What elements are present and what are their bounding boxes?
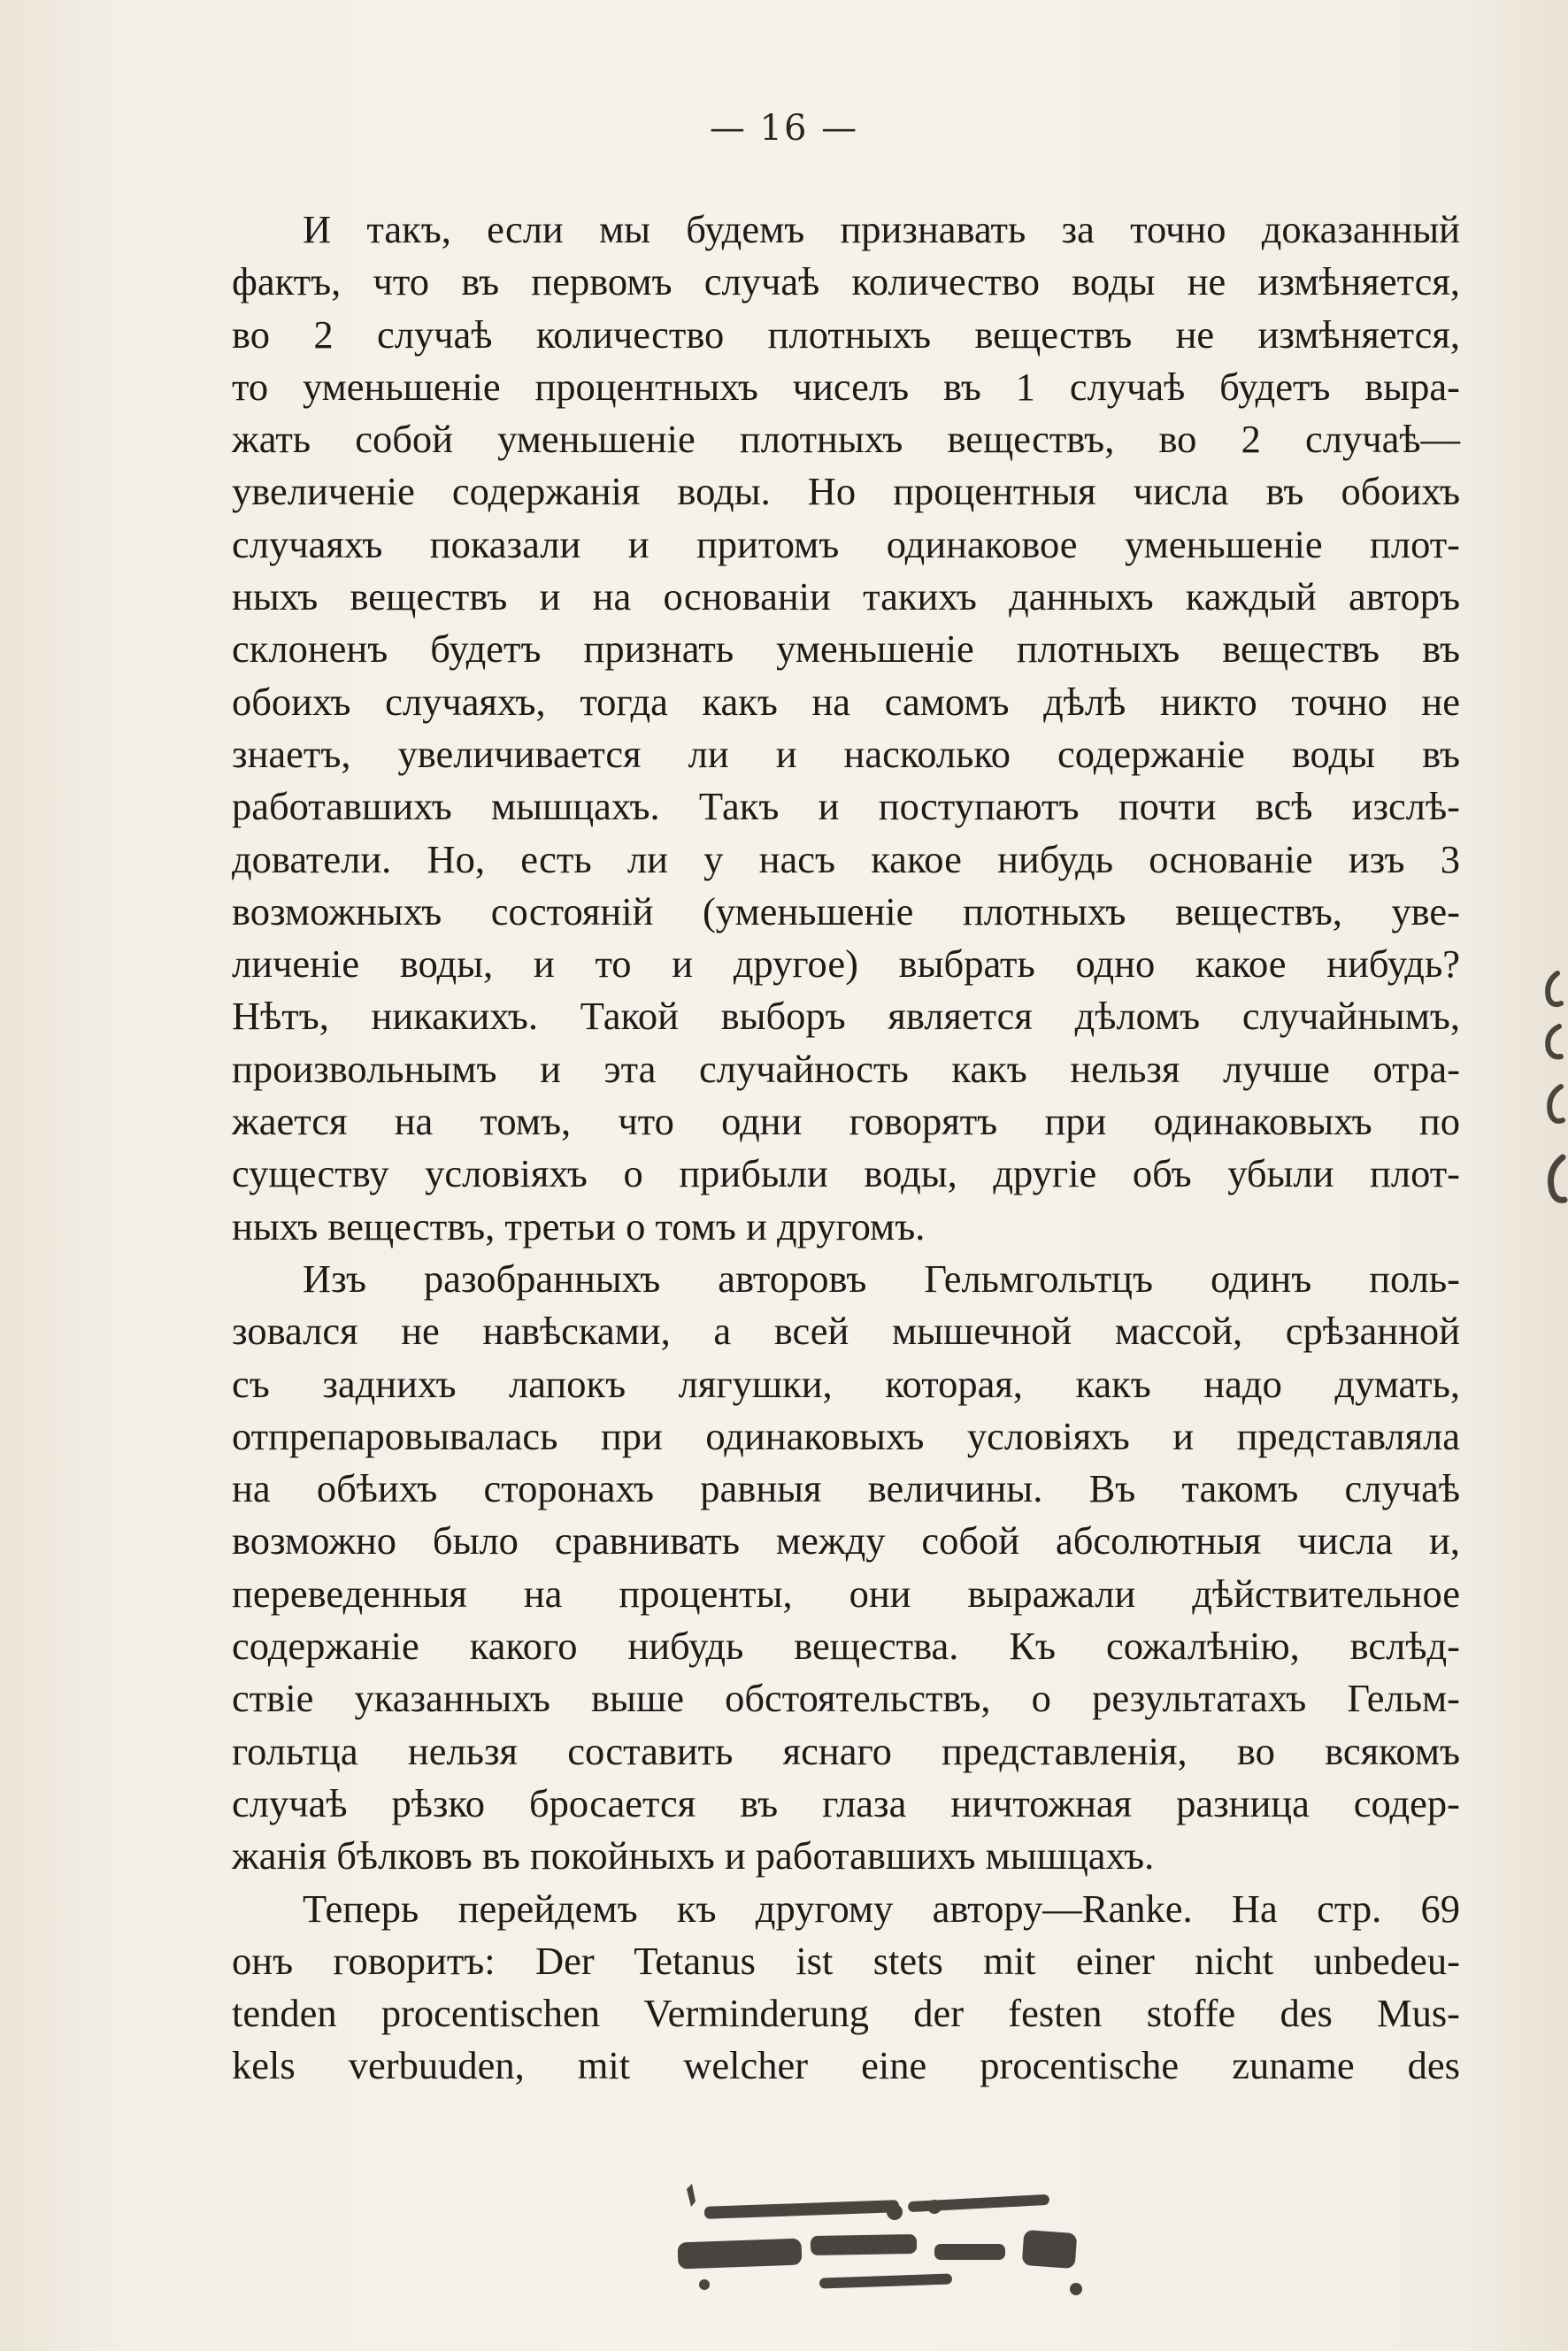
page-number: — 16 — [709,108,859,149]
text-line: жанія бѣлковъ въ покойныхъ и работавшихъ мышцахъ. [232,1833,1155,1878]
paragraph-2 [232,1253,1460,1883]
text-line: ствіе указанныхъ выше обстоятельствъ, о результатахъ Гельм- [232,1676,1460,1721]
text-line: возможно было сравнивать между собой абсолютныя числа и, [232,1518,1460,1563]
text-line: дователи. Но, есть ли у насъ какое нибудь основаніе изъ 3 [232,836,1460,881]
stamp-icon [669,2178,1103,2311]
text-line: жать собой уменьшеніе плотныхъ веществъ, во 2 случаѣ— [232,417,1460,462]
text-line: жается на томъ, что одни говорятъ при одинаковыхъ по [232,1099,1460,1144]
text-line: ныхъ веществъ, третьи о томъ и другомъ. [232,1203,926,1248]
body-text [232,204,1460,2093]
text-line: фактъ, что въ первомъ случаѣ количество воды не измѣняется, [232,259,1460,304]
text-line: склоненъ будетъ признать уменьшеніе плотныхъ веществъ въ [232,626,1460,672]
text-line: возможныхъ состояній (уменьшеніе плотныхъ веществъ, уве- [232,888,1460,933]
text-line: гольтца нельзя составить яснаго представленія, во всякомъ [232,1728,1460,1773]
text-line: ныхъ веществъ и на основаніи такихъ данныхъ каждый авторъ [232,574,1460,619]
margin-bleed-icon [1531,964,1568,1230]
text-line: знаетъ, увеличивается ли и насколько содержаніе воды въ [232,731,1460,776]
text-line: работавшихъ мышцахъ. Такъ и поступаютъ почти всѣ изслѣ- [232,784,1460,829]
text-line: онъ говоритъ: Der Tetanus ist stets mit einer nicht unbedeu- [232,1938,1460,1983]
library-stamp [669,2178,1103,2311]
text-line: увеличеніе содержанія воды. Но процентныя числа въ обоихъ [232,469,1460,514]
text-line: обоихъ случаяхъ, тогда какъ на самомъ дѣлѣ никто точно не [232,679,1460,724]
text-line: Теперь перейдемъ къ другому автору—Ranke. На стр. 69 [303,1886,1460,1931]
text-line: случаѣ рѣзко бросается въ глаза ничтожная разница содер- [232,1780,1460,1825]
text-line: Изъ разобранныхъ авторовъ Гельмгольтцъ одинъ поль- [303,1256,1460,1301]
text-line: существу условіяхъ о прибыли воды, другіе объ убыли плот- [232,1151,1460,1196]
paragraph-1 [232,204,1460,1253]
text-line: на обѣихъ сторонахъ равныя величины. Въ такомъ случаѣ [232,1466,1460,1511]
text-line: переведенныя на проценты, они выражали дѣйствительное [232,1571,1460,1616]
paragraph-3 [232,1883,1460,2093]
text-line: зовался не навѣсками, а всей мышечной массой, срѣзанной [232,1309,1460,1354]
text-line: съ заднихъ лапокъ лягушки, которая, какъ надо думать, [232,1361,1460,1406]
text-line: отпрепаровывалась при одинаковыхъ условіяхъ и представляла [232,1413,1460,1458]
text-line: tenden procentischen Verminderung der festen stoffe des Mus- [232,1991,1460,2036]
text-line: Нѣтъ, никакихъ. Такой выборъ является дѣломъ случайнымъ, [232,994,1460,1039]
text-line: содержаніе какого нибудь вещества. Къ сожалѣнію, вслѣд- [232,1624,1460,1669]
text-line: случаяхъ показали и притомъ одинаковое уменьшеніе плот- [232,521,1460,566]
text-line: личеніе воды, и то и другое) выбрать одно какое нибудь? [232,941,1460,987]
text-line: то уменьшеніе процентныхъ чиселъ въ 1 случаѣ будетъ выра- [232,364,1460,409]
text-line: во 2 случаѣ количество плотныхъ веществъ не измѣняется, [232,311,1460,357]
text-line: И такъ, если мы будемъ признавать за точно доказанный [303,207,1460,251]
margin-bleed-marks [1531,964,1568,1230]
text-line: kels verbuuden, mit welcher eine procentische zuname des [232,2043,1460,2088]
text-line: произвольнымъ и эта случайность какъ нельзя лучше отра- [232,1046,1460,1091]
